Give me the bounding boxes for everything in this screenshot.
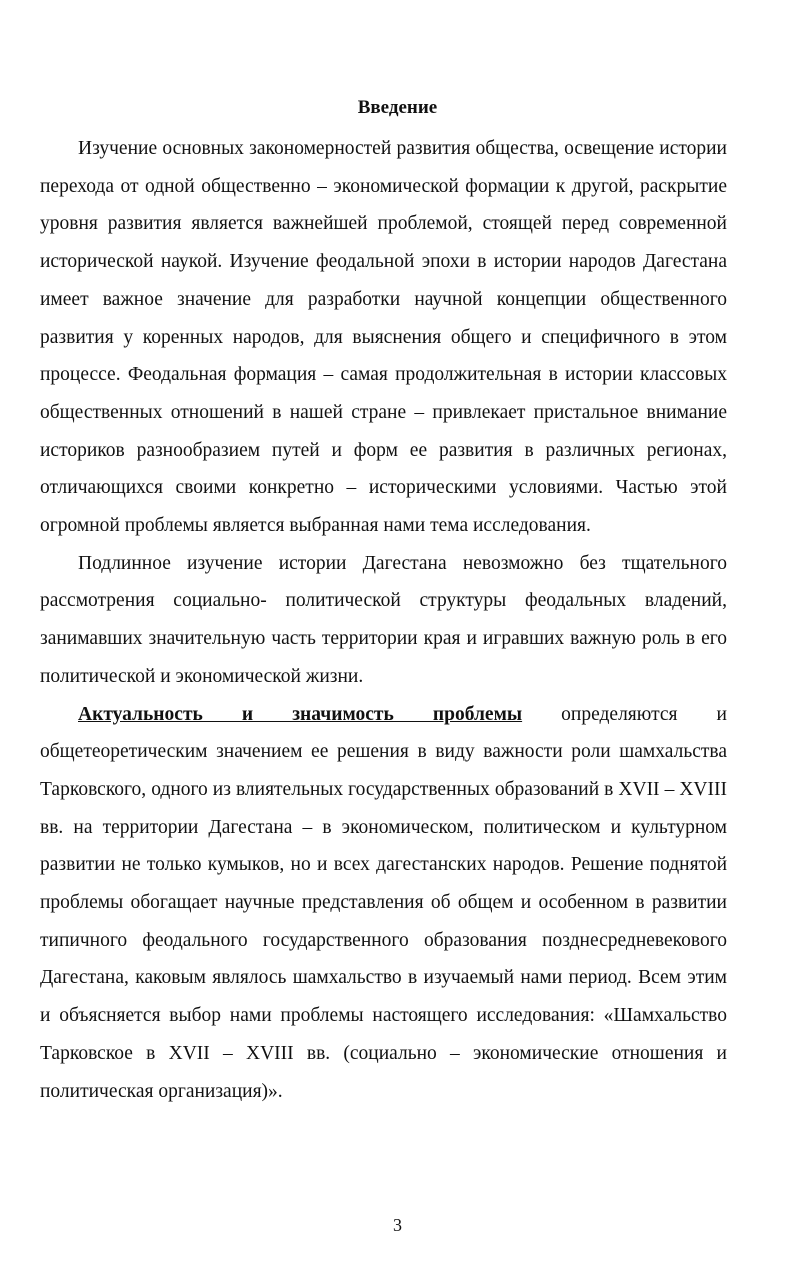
section-title: Введение [357, 97, 438, 118]
paragraph-1-text: Изучение основных закономерностей развития общества, освещение истории перехода от одной общественно – экономической формации к другой, раскрытие уровня развития является важнейшей проблемой, стоящей перед современной исторической наукой. Изучение феодальной эпохи в истории народов Дагестана имеет важное значение для разработки научной концепции общественного развития у коренных народов, для выяснения общего и специфичного в этом процессе. Феодальная формация – самая продолжительная в истории классовых общественных отношений в нашей стране – привлекает пристальное внимание историков разнообразием путей и форм ее развития в различных регионах, отличающихся своими конкретно – историческими условиями. Частью этой огромной проблемы является выбранная нами тема исследования. [40, 138, 727, 537]
paragraph-3-lead: Актуальность и значимость проблемы [78, 703, 523, 725]
paragraph-3-text: определяются и общетеоретическим значением ее решения в виду важности роли шамхальства Тарковского, одного из влиятельных государственных образований в XVII – XVIII вв. на территории Дагестана – в экономическом, политическом и культурном развитии не только кумыков, но и всех дагестанских народов. Решение поднятой проблемы обогащает научные представления об общем и особенном в развитии типичного феодального государственного образования позднесредневекового Дагестана, каковым являлось шамхальство в изучаемый нами период. Всем этим и объясняется выбор нами проблемы настоящего исследования: «Шамхальство Тарковское в XVII – XVIII вв. (социально – экономические отношения и политическая организация)». [40, 703, 727, 1102]
document-body [40, 130, 727, 1110]
page-number: 3 [393, 1215, 402, 1235]
paragraph-1 [40, 130, 727, 545]
paragraph-2 [40, 545, 727, 696]
paragraph-2-text: Подлинное изучение истории Дагестана невозможно без тщательного рассмотрения социально- политической структуры феодальных владений, занимавших значительную часть территории края и игравших важную роль в его политической и экономической жизни. [40, 552, 727, 687]
paragraph-3 [40, 696, 727, 1111]
